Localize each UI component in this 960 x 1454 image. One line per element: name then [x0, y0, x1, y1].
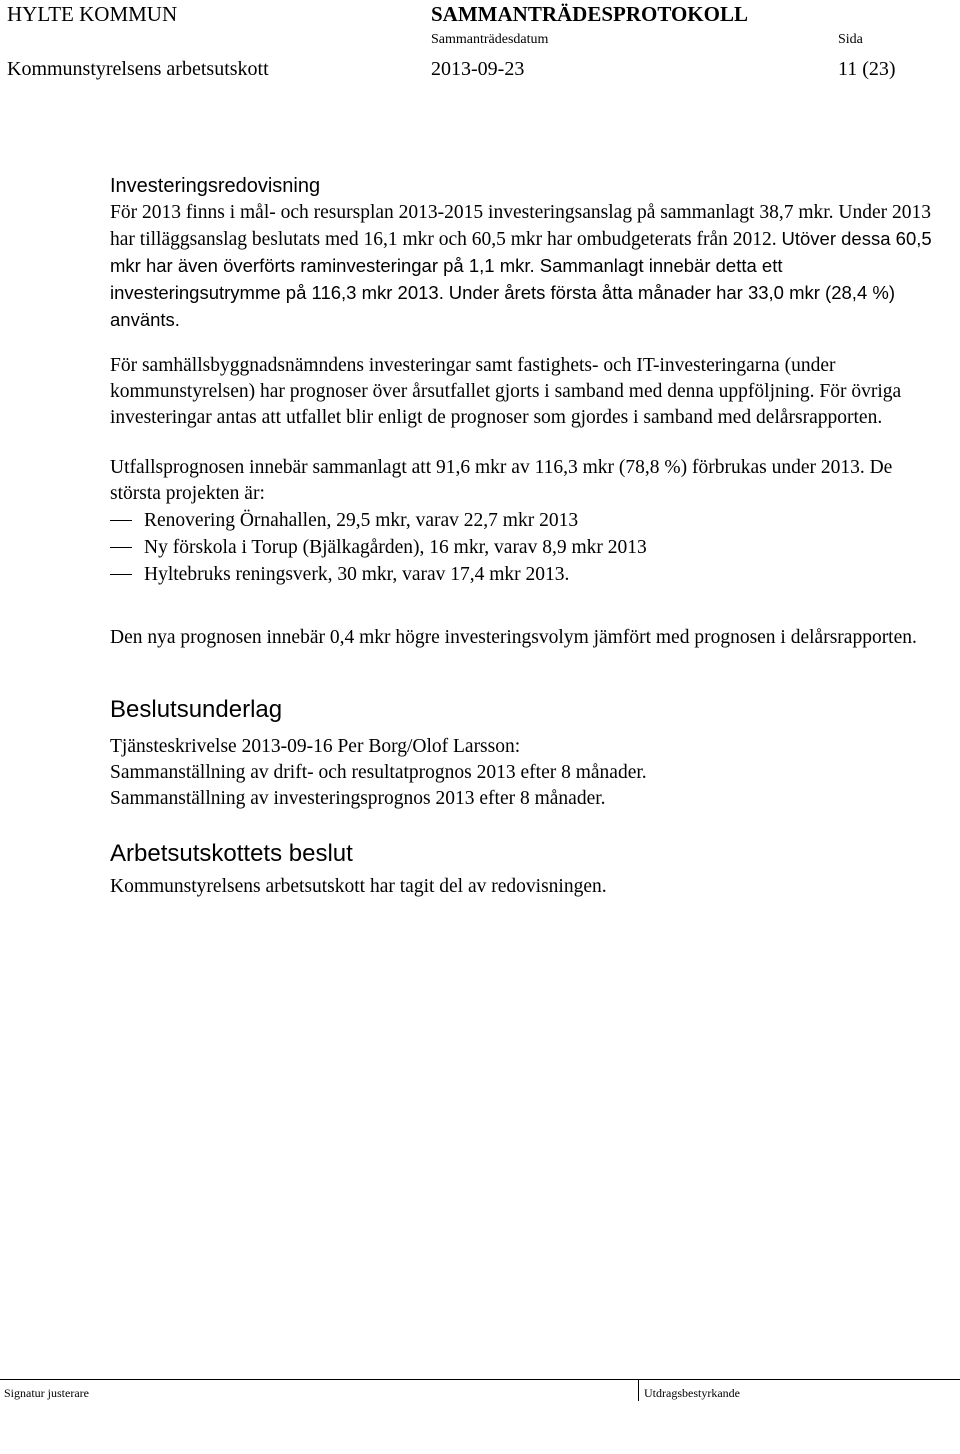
header-page-label: Sida [838, 32, 863, 47]
paragraph-new-forecast: Den nya prognosen innebär 0,4 mkr högre investeringsvolym jämfört med prognosen i delårsrapporten. [110, 627, 917, 648]
header-body-name: Kommunstyrelsens arbetsutskott [7, 58, 269, 80]
investment-summary-part3: Under årets första åtta månader har 33,0 mkr (28,4 %) använts. [110, 282, 895, 330]
heading-beslutsunderlag: Beslutsunderlag [110, 696, 283, 723]
list-item [110, 534, 940, 561]
list-item [110, 507, 940, 534]
project-text: Hyltebruks reningsverk, 30 mkr, varav 17,4 mkr 2013. [144, 564, 570, 585]
heading-investeringsredovisning: Investeringsredovisning [110, 175, 321, 197]
footer-signature-label: Signatur justerare [4, 1386, 89, 1400]
dash-bullet [110, 574, 132, 575]
paragraph-investment-summary [110, 200, 940, 334]
list-item [110, 561, 940, 588]
investment-summary-part2: Utöver dessa 60,5 mkr har även överförts raminvesteringar på 1,1 mkr. Sammanlagt innebär detta ett investeringsutrymme på 116,3 mkr 2013. [110, 228, 932, 303]
paragraph-outcome-forecast: Utfallsprognosen innebär sammanlagt att 91,6 mkr av 116,3 mkr (78,8 %) förbrukas under 2013. De största projekten är: [110, 457, 893, 504]
basis-line: Tjänsteskrivelse 2013-09-16 Per Borg/Olof Larsson: [110, 736, 521, 757]
heading-arbetsutskottets-beslut: Arbetsutskottets beslut [110, 840, 353, 867]
investment-summary-part1: För 2013 finns i mål- och resursplan 2013-2015 investeringsanslag på sammanlagt 38,7 mkr. Under 2013 har tilläggsanslag beslutats med 16,1 mkr och 60,5 mkr har ombudgeterats från 2012. [110, 202, 932, 250]
document-body [110, 172, 940, 900]
footer-divider [0, 1379, 960, 1380]
dash-bullet [110, 547, 132, 548]
project-text: Renovering Örnahallen, 29,5 mkr, varav 22,7 mkr 2013 [144, 510, 579, 531]
basis-line: Sammanställning av investeringsprognos 2013 efter 8 månader. [110, 788, 606, 809]
header-date-label: Sammanträdesdatum [431, 32, 549, 47]
basis-line: Sammanställning av drift- och resultatprognos 2013 efter 8 månader. [110, 762, 647, 783]
footer-extract-label: Utdragsbestyrkande [644, 1386, 740, 1400]
dash-bullet [110, 520, 132, 521]
project-list [110, 507, 940, 588]
project-text: Ny förskola i Torup (Bjälkagården), 16 mkr, varav 8,9 mkr 2013 [144, 537, 647, 558]
header-meeting-date: 2013-09-23 [431, 58, 525, 80]
decision-text: Kommunstyrelsens arbetsutskott har tagit del av redovisningen. [110, 876, 607, 897]
paragraph-forecast-basis: För samhällsbyggnadsnämndens investeringar samt fastighets- och IT-investeringarna (under kommunstyrelsen) har prognoser över årsutfallet gjorts i samband med denna uppföljning. För övriga investeringar antas att utfallet blir enligt de prognoser som gjordes i samband med delårsrapporten. [110, 355, 902, 428]
header-page-number: 11 (23) [838, 58, 896, 80]
header-organization: HYLTE KOMMUN [7, 2, 178, 26]
footer-column-divider [638, 1379, 639, 1401]
header-document-type: SAMMANTRÄDESPROTOKOLL [431, 2, 748, 26]
